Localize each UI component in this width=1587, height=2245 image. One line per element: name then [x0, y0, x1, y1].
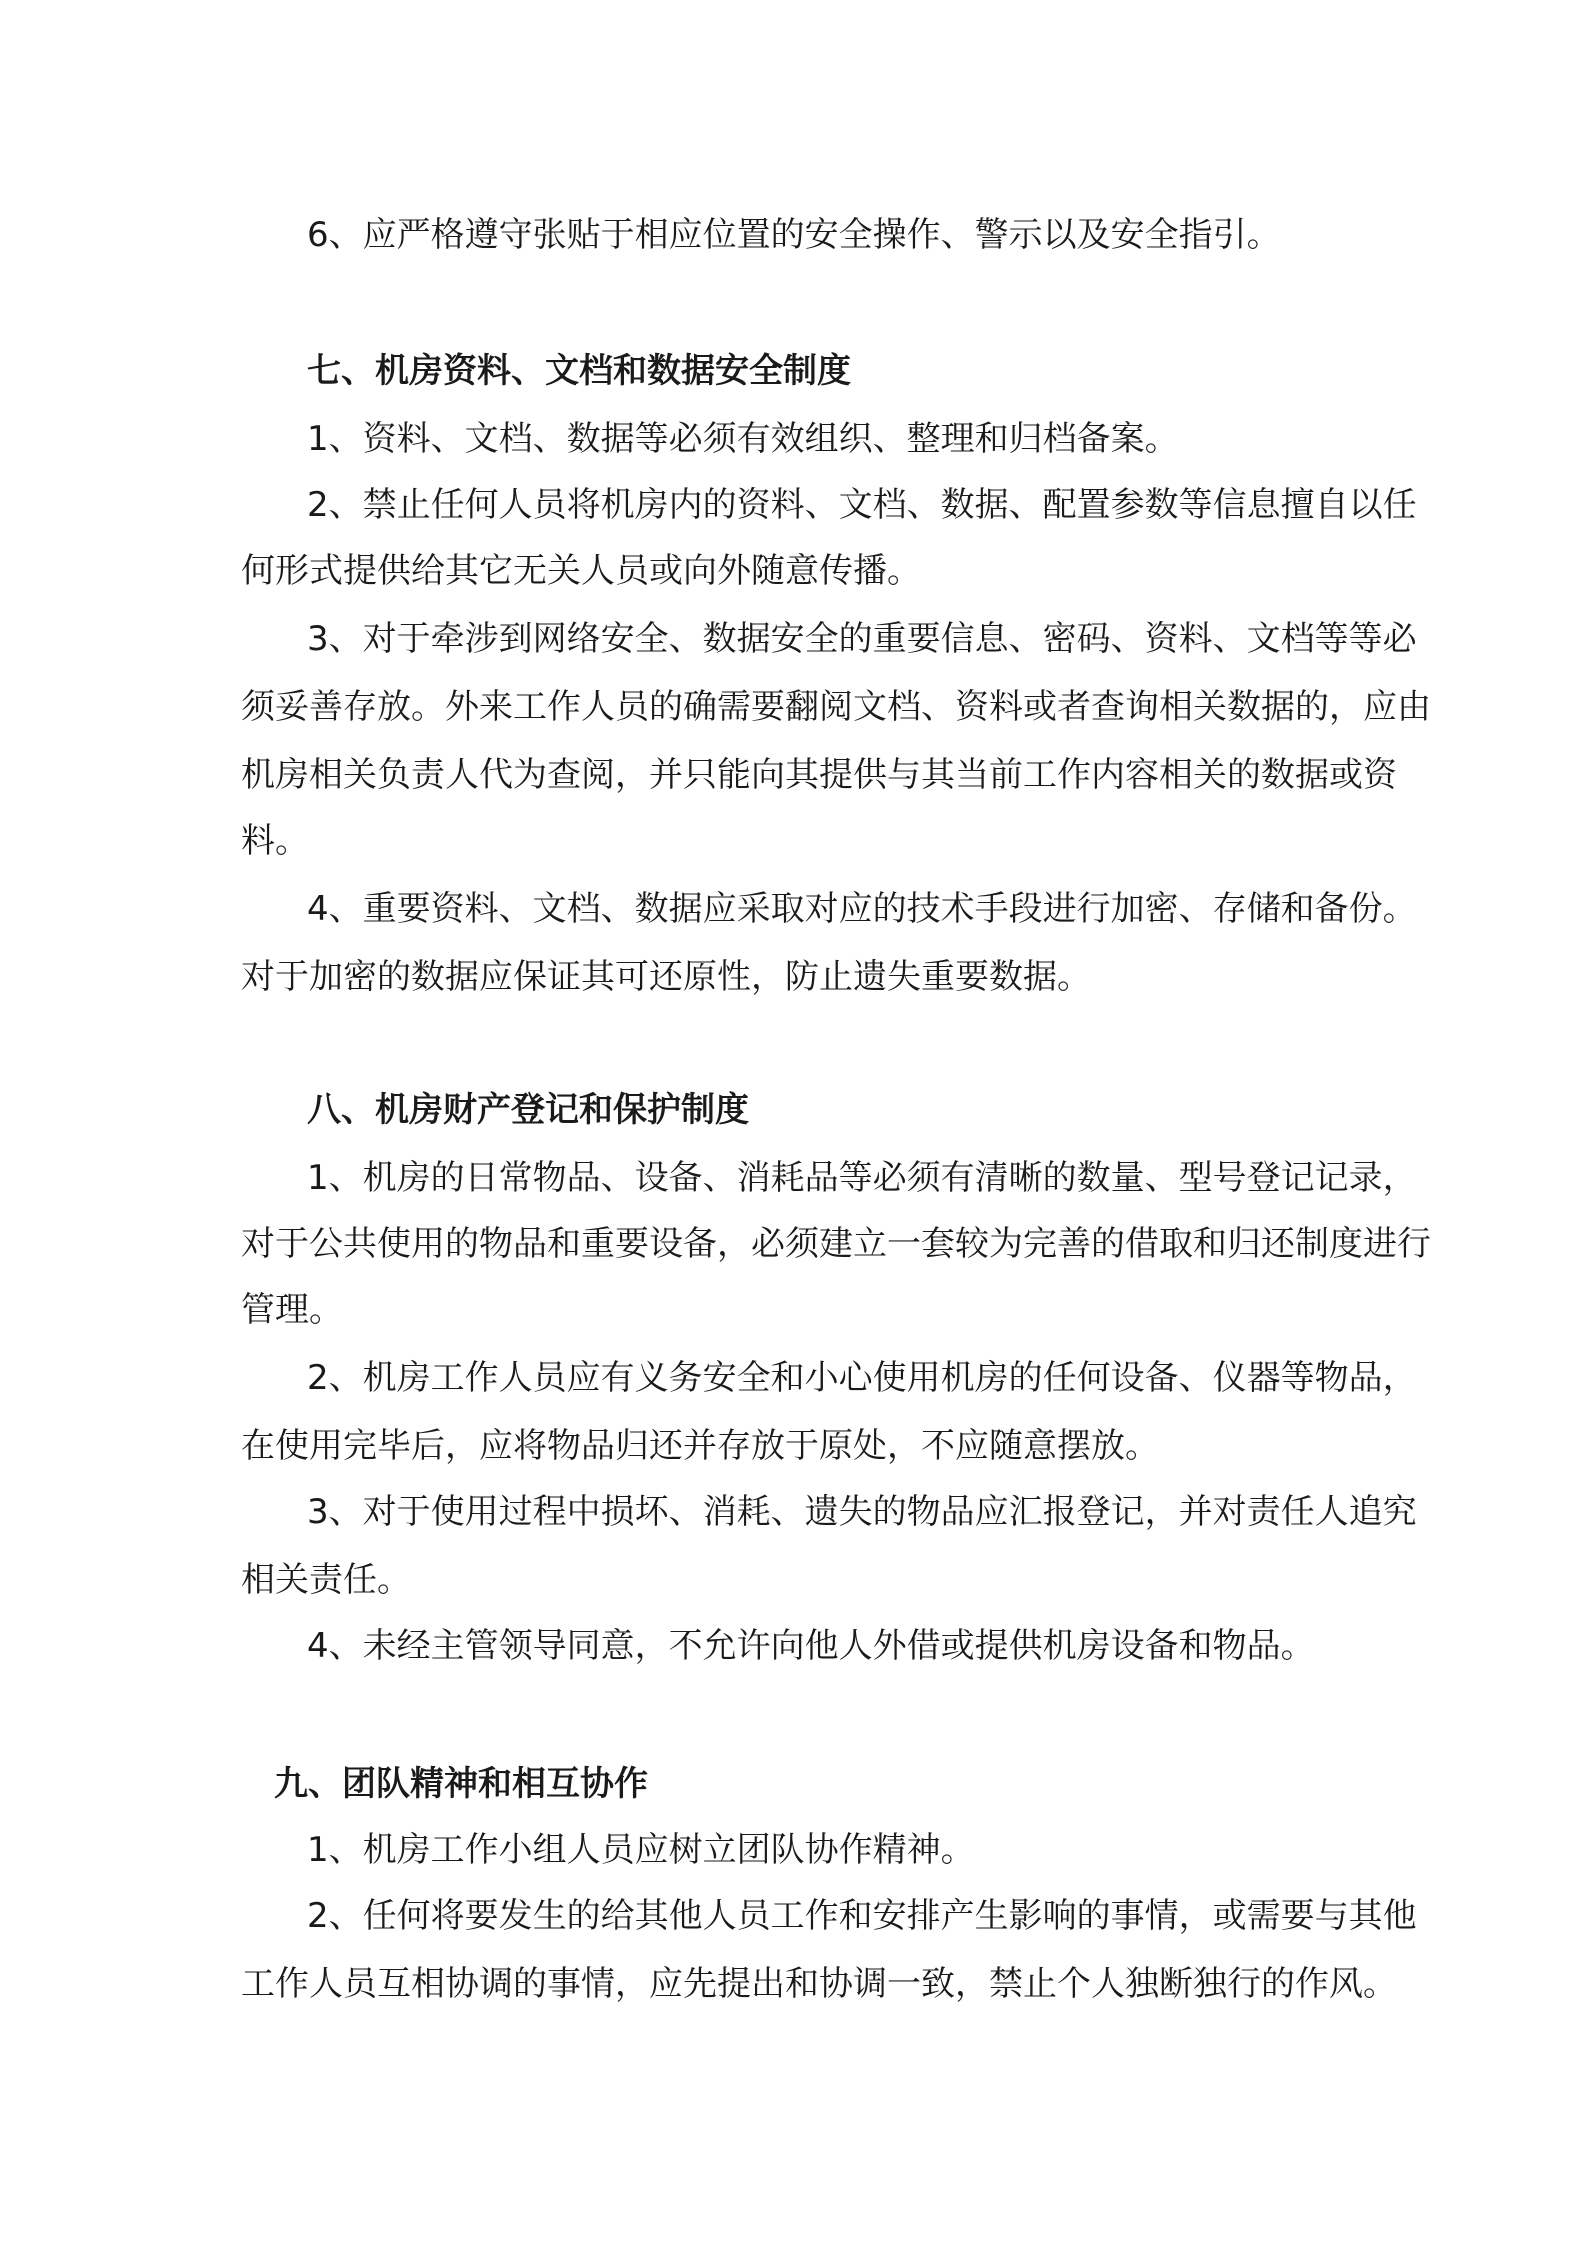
paragraph-line: 在使用完毕后，应将物品归还并存放于原处，不应随意摆放。 [241, 1426, 1159, 1466]
paragraph-line: 对于加密的数据应保证其可还原性，防止遗失重要数据。 [241, 957, 1091, 997]
paragraph-line: 4、重要资料、文档、数据应采取对应的技术手段进行加密、存储和备份。 [307, 889, 1417, 929]
paragraph-line: 2、任何将要发生的给其他人员工作和安排产生影响的事情，或需要与其他 [307, 1896, 1417, 1936]
paragraph-line: 工作人员互相协调的事情，应先提出和协调一致，禁止个人独断独行的作风。 [241, 1964, 1397, 2004]
paragraph-line: 机房相关负责人代为查阅，并只能向其提供与其当前工作内容相关的数据或资 [241, 755, 1397, 795]
paragraph-line: 6、应严格遵守张贴于相应位置的安全操作、警示以及安全指引。 [307, 215, 1281, 255]
paragraph-line: 何形式提供给其它无关人员或向外随意传播。 [241, 551, 921, 591]
section-heading-7: 七、机房资料、文档和数据安全制度 [307, 351, 851, 391]
paragraph-line: 3、对于使用过程中损坏、消耗、遗失的物品应汇报登记，并对责任人追究 [307, 1492, 1417, 1532]
paragraph-line: 2、机房工作人员应有义务安全和小心使用机房的任何设备、仪器等物品， [307, 1358, 1417, 1398]
paragraph-line: 须妥善存放。外来工作人员的确需要翻阅文档、资料或者查询相关数据的，应由 [241, 687, 1431, 727]
section-heading-9: 九、团队精神和相互协作 [274, 1764, 648, 1804]
paragraph-line: 1、机房工作小组人员应树立团队协作精神。 [307, 1830, 975, 1870]
paragraph-line: 相关责任。 [241, 1560, 411, 1600]
paragraph-line: 管理。 [241, 1290, 343, 1330]
paragraph-line: 3、对于牵涉到网络安全、数据安全的重要信息、密码、资料、文档等等必 [307, 619, 1417, 659]
paragraph-line: 1、机房的日常物品、设备、消耗品等必须有清晰的数量、型号登记记录， [307, 1158, 1417, 1198]
paragraph-line: 2、禁止任何人员将机房内的资料、文档、数据、配置参数等信息擅自以任 [307, 485, 1417, 525]
paragraph-line: 料。 [241, 821, 309, 861]
paragraph-line: 对于公共使用的物品和重要设备，必须建立一套较为完善的借取和归还制度进行 [241, 1224, 1431, 1264]
paragraph-line: 1、资料、文档、数据等必须有效组织、整理和归档备案。 [307, 419, 1179, 459]
section-heading-8: 八、机房财产登记和保护制度 [307, 1090, 749, 1130]
paragraph-line: 4、未经主管领导同意，不允许向他人外借或提供机房设备和物品。 [307, 1626, 1315, 1666]
